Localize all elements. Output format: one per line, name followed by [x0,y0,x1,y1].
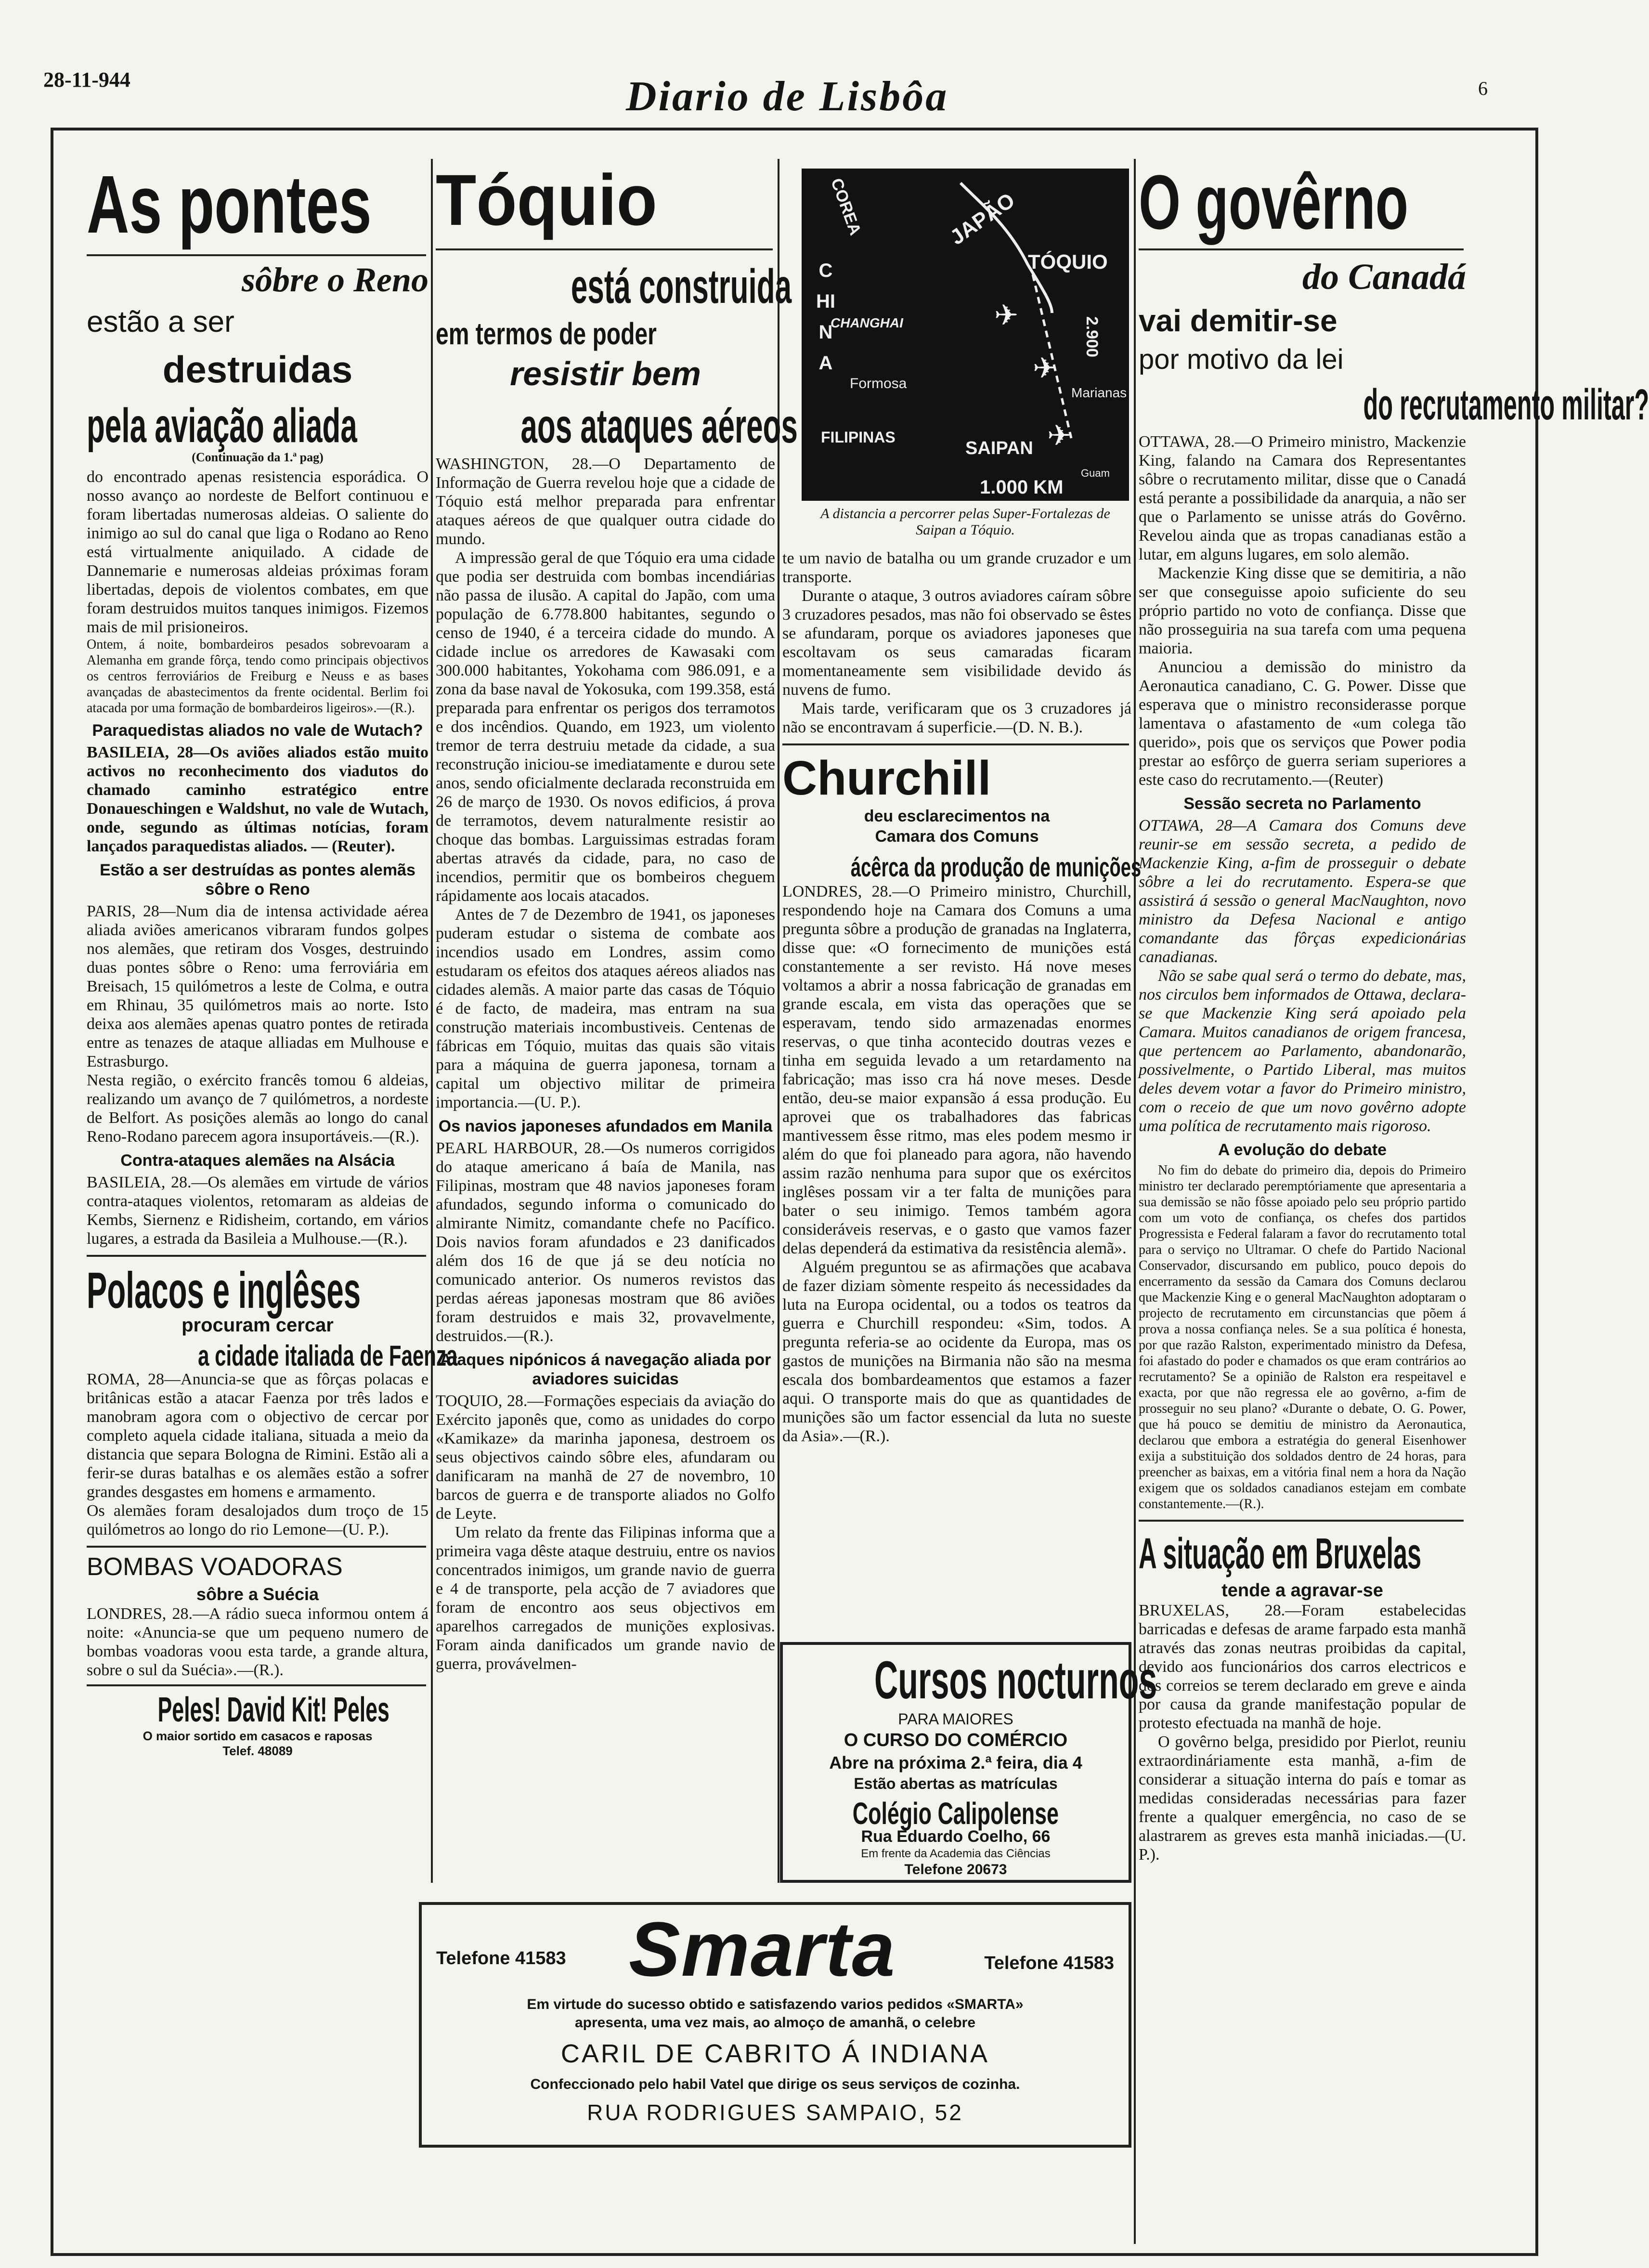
masthead-date: 28-11-944 [43,68,130,91]
article-paragraph: O govêrno belga, presidido por Pierlot, reuniu extraordináriamente esta manhã, a-fim de considerar a situação interna do país e tomar as medidas consideradas necessárias para fazer frente a qualquer emergência, no caso de se alastrarem as greves esta manhã iniciadas.—(U. P.). [1139,1733,1466,1864]
article-paragraph: Alguém preguntou se as afirmações que acabava de fazer diziam sòmente respeito ás necessidades da luta na Europa ocidental, ou a todos os teatros da guerra e Churchill respondeu: «Sim, todos. A pregunta referia-se ao ocidente da Europa, mas os gastos de munições na Birmania não são na mesma escala dos bombardeamentos que estamos a fazer aqui. O transporte mais do que as quantidades de munições são um factor essencial da luta no sueste da Asia».—(R.). [782,1258,1131,1445]
ad-peles-title: Peles! David Kit! Peles [157,1691,390,1729]
rule [87,1684,426,1686]
article-paragraph: BASILEIA, 28.—Os alemães em virtude de vários contra-ataques violentos, retomaram as aldeias de Kembs, Siernenz e Ridisheim, cortando, em vários lugares, a estrada da Basileia a Mulhouse.—(R.). [87,1173,428,1248]
subhead-estao: estão a ser [87,305,234,339]
ad-cursos-address: Rua Eduardo Coelho, 66 [861,1827,1051,1846]
article-paragraph: BASILEIA, 28—Os aviões aliados estão muito activos no reconhecimento dos viadutos do chamado caminho estratégico entre Donaueschingen e Waldshut, no vale de Wutach, onde, segundo as últimas notícias, foram lançados paraquedistas aliados. — (Reuter). [87,743,428,855]
article-paragraph: Nesta região, o exército francês tomou 6 aldeias, realizando um avanço de 7 quilómetros, a nordeste de Belfort. As posições alemãs ao longo do canal Reno-Rodano parecem agora insuportáveis.—(R.). [87,1071,428,1146]
map-label-changhai: CHANGHAI [831,315,903,330]
ad-cursos-line: Estão abertas as matrículas [854,1775,1058,1792]
ad-smarta-brand: Smarta [629,1906,896,1992]
subhead-destruidas: destruidas [162,348,353,391]
ad-smarta-line: Confeccionado pelo habil Vatel que dirige os seus serviços de cozinha. [530,2076,1020,2092]
article-paragraph: TOQUIO, 28.—Formações especiais da aviação do Exército japonês que, como as unidades do corpo «Kamikaze» da marinha japonesa, destroem os seus objectivos caindo sôbre eles, afundaram ou danificaram na manhã de 27 de novembro, 10 barcos de guerra e de transporte aliados no Golfo de Leyte. [436,1392,775,1523]
map-label-corea: COREA [827,176,865,238]
map-route-svg [802,169,1129,501]
map-label-china: CHINA [816,260,835,374]
section-heading: Os navios japoneses afundados em Manila [438,1117,773,1135]
article-paragraph: PEARL HARBOUR, 28.—Os numeros corrigidos do ataque americano á baía de Manila, nas Filipinas, mostram que 48 navios japoneses foram afundados, segundo informa o comunicado do almirante Nimitz, comandante chefe no Pacífico. Dois navios foram afundados e 23 danificados além dos 16 de que já se deu notícia no comunicado anterior. Os numeros revistos das perdas aéreas japonesas mostram que 86 aviões foram destruidos e mais 32, provavelmente, destruidos.—(R.). [436,1139,775,1345]
masthead-title: Diario de Lisbôa [626,73,949,120]
map-label-formosa: Formosa [850,376,907,391]
subhead-faenza: a cidade italiada de Faenza [198,1340,458,1372]
ad-cursos-phone: Telefone 20673 [904,1862,1007,1877]
subhead-aviacao: pela aviação aliada [87,399,357,453]
subhead-resistir: resistir bem [510,355,701,392]
subhead-demitir: vai demitir-se [1139,303,1337,338]
rule [1139,1520,1464,1522]
column-2 [436,159,798,1883]
ad-cursos-line: Abre na próxima 2.ª feira, dia 4 [829,1753,1082,1773]
rule [782,743,1129,745]
map-label-filipinas: FILIPINAS [821,429,896,446]
article-paragraph: Ontem, á noite, bombardeiros pesados sobrevoaram a Alemanha em grande fôrça, tendo como principais objectivos os centros ferroviários de Freiburg e Neuss e as bases avançadas de abastecimentos da frente ocidental. Berlim foi atacada por uma formação de bombardeiros ligeiros».—(R.). [87,637,428,716]
section-heading: A evolução do debate [1218,1141,1387,1159]
map-label-japao: JAPÃO [946,188,1019,250]
section-heading: Estão a ser destruídas as pontes alemãs sôbre o Reno [100,861,415,899]
article-paragraph: Mackenzie King disse que se demitiria, a não ser que conseguisse apoio suficiente do seu próprio partido no voto de confiança. Disse que não prosseguiria na sua tarefa com uma pequena maioria. [1139,564,1466,657]
ad-peles-phone: Telef. 48089 [222,1744,293,1758]
section-heading: Ataques nipónicos á navegação aliada por aviadores suicidas [440,1351,771,1388]
article-paragraph: te um navio de batalha ou um grande cruzador e um transporte. [782,549,1131,586]
map-label-scale: 1.000 KM [980,477,1064,498]
headline-toquio: Tóquio [436,159,657,240]
continuation-note: (Continuação da 1.ª pag) [192,450,324,464]
subhead-suecia: sôbre a Suécia [196,1584,319,1604]
subhead-construida: está construida [571,260,792,313]
article-paragraph: ROMA, 28—Anuncia-se que as fôrças polacas e britânicas estão a atacar Faenza por três lados e manobram agora com o objectivo de cercar por completo aquela cidade italiana, situada a meio da distancia que separa Bologna de Rimini. Estão ali a ferir-se duras batalhas e os alemães estão a sofrer grandes desgastes em homens e armamento. [87,1370,428,1501]
plane-icon: ✈ [994,300,1019,331]
subhead-ataques: aos ataques aéreos [520,399,798,453]
page-number: 6 [1478,78,1488,99]
section-heading: Paraquedistas aliados no vale de Wutach? [92,721,423,740]
map-label-toquio: TÓQUIO [1028,250,1108,273]
headline-polacos: Polacos e inglêses [87,1262,361,1319]
subhead-termos: em termos de poder [436,316,657,351]
ad-cursos-nocturnos [780,1642,1157,1883]
ad-cursos-line: PARA MAIORES [898,1710,1013,1728]
ad-peles-line: O maior sortido em casacos e raposas [143,1729,373,1743]
ad-cursos-title: Cursos nocturnos [874,1651,1157,1710]
column-3 [782,164,1142,1883]
article-paragraph: Antes de 7 de Dezembro de 1941, os japoneses puderam estudar o sistema de combate aos incendios usado em Londres, assim como estudaram os efeitos dos ataques aéreos aliados nas cidades alemãs. A maior parte das casas de Tóquio é de facto, de madeira, mas entram na sua construção materiais incombustiveis. Centenas de fábricas em Tóquio, muitas das quais são vitais para a máquina de guerra japonesa, tornam a capital um objectivo militar de primeira importancia.—(U. P.). [436,906,775,1111]
ad-smarta-dish: CARIL DE CABRITO Á INDIANA [560,2039,990,2068]
subhead-motivo: por motivo da lei [1139,344,1344,375]
section-heading: Contra-ataques alemães na Alsácia [120,1151,395,1170]
map-japan-saipan [802,169,1129,501]
subhead-esclarecimentos: deu esclarecimentos na Camara dos Comuns [864,807,1050,846]
ad-smarta-address: RUA RODRIGUES SAMPAIO, 52 [587,2100,963,2125]
ad-smarta-line: Em virtude do sucesso obtido e satisfazendo varios pedidos «SMARTA» [527,1996,1024,2012]
article-paragraph: No fim do debate do primeiro dia, depois do Primeiro ministro ter declarado peremptóriamente que apresentaria a sua demissão se não fôsse apoiado pelo seu próprio partido com um voto de confiança, os chefes dos partidos Progressista e Federal falaram a favor do recrutamento total para o serviço no Ultramar. O chefe do Partido Nacional Conservador, discursando em publico, pouco depois do encerramento da sessão da Camara dos Comuns declarou que Mackenzie King e o general MacNaughton adoptaram o projecto de recrutamento em circunstancias que põem á prova a nossa confiança neles. Se a sua política é honesta, por que razão Ralston, experimentado ministro da Defesa, foi afastado do poder e chamados os que eram contrários ao recrutamento? Se a opinião de Ralston era respeitavel e exacta, por que não regressa ele ao govêrno, a-fim de prosseguir no seu plano? «Durante o debate, O. G. Power, que há pouco se demitiu de ministro da Aeronautica, declarou que embora a estratégia do general Eisenhower exija a substituição dos soldados dentro de 24 horas, para preencher as baixas, em a vitória final nem a hora da Nação exigem que os soldados canadianos estejam em combate constantemente.—(R.). [1139,1163,1466,1512]
article-paragraph: BRUXELAS, 28.—Foram estabelecidas barricadas e defesas de arame farpado esta manhã através das zonas neutras proibidas da capital, devido aos funcionários dos carros electricos e dos correios se terem declarado em greve e ainda por causa da grande manifestação popular de protesto efectuada na manhã de hoje. [1139,1602,1466,1732]
article-paragraph: Mais tarde, verificaram que os 3 cruzadores já não se encontravam á superficie.—(D. N. B.). [782,700,1131,736]
map-label-guam: Guam [1081,467,1110,479]
rule [87,1546,426,1548]
article-paragraph: Anunciou a demissão do ministro da Aeronautica canadiano, C. G. Power. Disse que esperava que o ministro reconsiderasse porque lamentava o afastamento de «um colega tão querido», pois que os serviços que Power podia prestar ao esfôrço de guerra seriam superiores a este caso do recrutamento.—(Reuter) [1139,658,1466,789]
headline-bombas: BOMBAS VOADORAS [87,1553,343,1581]
subhead-procuram: procuram cercar [182,1315,334,1336]
ad-smarta [419,1902,1131,2148]
subhead-canada: do Canadá [1302,257,1466,297]
column-rule-1 [431,159,433,1883]
rule [1139,248,1464,250]
ad-smarta-phone-right: Telefone 41583 [984,1953,1114,1973]
article-paragraph: Os alemães foram desalojados dum troço de 15 quilómetros ao longo do rio Lemone—(U. P.). [87,1502,428,1538]
map-label-distance: 2.900 [1083,316,1102,358]
article-paragraph: LONDRES, 28.—O Primeiro ministro, Churchill, respondendo hoje na Camara dos Comuns a uma pregunta sôbre a produção de granadas na Inglaterra, disse que: «O fornecimento de munições está constantemente a ser revisto. Há nove meses voltamos a abrir a nossa fabricação de granadas em grande escala, em vista das operações que se esperavam, tendo sido armazenadas enormes reservas, o que tinha acontecido doutras vezes e tinha em seguida levado a um retardamento na fabricação; mas isso cra há nove meses. Desde então, deu-se maior expansão á essa produção. Eu aprovei que os trabalhadores das fabricas mantivessem êsse ritmo, mas eles podem mesmo ir além do que foi planeado para agora, não havendo assim razão nenhuma para supor que os exércitos inglêses possam vir a ter falta de munições para bater o seu inimigo. Temos também agora consideráveis reservas, e o gasto que vamos fazer delas dependerá da estimativa da resistência alemã». [782,883,1131,1257]
article-paragraph: Não se sabe qual será o termo do debate, mas, nos circulos bem informados de Ottawa, declara-se que Mackenzie King será apoiado pela Camara. Muitos canadianos de origem francesa, que pertencem ao Parlamento, abandonarão, possivelmente, o Partido Liberal, mas muitos deles devem votar a favor do Primeiro ministro, com o receio de que um novo govêrno adopte uma política de recrutamento mais rigoroso. [1139,967,1466,1135]
headline-pontes: As pontes [87,159,372,250]
article-paragraph: OTTAWA, 28—A Camara dos Comuns deve reunir-se em sessão secreta, a pedido de Mackenzie King, a-fim de prosseguir o debate sôbre a lei do recrutamento. Espera-se que assistirá á sessão o general MacNaughton, novo ministro da Defesa Nacional e antigo comandante das fôrças expedicionárias canadianas. [1139,817,1466,966]
article-paragraph: Durante o ataque, 3 outros aviadores caíram sôbre 3 cruzadores pesados, mas não foi observado se êstes se afundaram, porque os aviadores japoneses que escoltavam os seus camaradas ficaram momentaneamente sem visibilidade devido ás nuvens de fumo. [782,587,1131,699]
headline-bruxelas: A situação em Bruxelas [1139,1530,1422,1578]
column-4 [1139,159,1649,2244]
rule [436,248,773,250]
article-paragraph: do encontrado apenas resistencia esporádica. O nosso avanço ao nordeste de Belfort continuou e foram libertadas numerosas aldeias. O saliente do inimigo ao sul do canal que liga o Rodano ao Reno está virtualmente aniquilado. A cidade de Dannemarie e numerosas aldeias próximas foram libertadas, depois de violentos combates, em que foram destruidos muitos tanques inimigos. Fizemos mais de mil prisioneiros. [87,468,428,636]
section-heading: Sessão secreta no Parlamento [1183,795,1421,813]
subhead-recrutamento: do recrutamento militar? [1363,381,1649,429]
ad-cursos-line: O CURSO DO COMÉRCIO [844,1730,1068,1750]
rule [87,254,426,256]
map-label-marianas: Marianas [1071,385,1127,400]
map-label-saipan: SAIPAN [965,438,1033,458]
headline-governo: O govêrno [1139,159,1409,245]
article-paragraph: WASHINGTON, 28.—O Departamento de Informação de Guerra revelou hoje que a cidade de Tóquio está melhor preparada para enfrentar ataques aéreos de que qualquer outra cidade do mundo. [436,455,775,548]
article-paragraph: OTTAWA, 28.—O Primeiro ministro, Mackenzie King, falando na Camara dos Representantes sôbre o recrutamento militar, disse que o Canadá está perante a possibilidade da anarquia, a não ser que o Parlamento se unisse atrás do Govêrno. Revelou ainda que as tropas canadianas estão a lutar, em alguns lugares, em solo alemão. [1139,433,1466,563]
ad-smarta-phone-left: Telefone 41583 [436,1948,566,1968]
headline-churchill: Churchill [782,751,991,805]
column-rule-3 [1134,159,1136,2244]
article-paragraph: Um relato da frente das Filipinas informa que a primeira vaga dêste ataque destruiu, entre os navios concentrados inimigos, um grande navio de guerra e 4 de transporte, pela acção de 7 aviadores que foram de encontro aos seus objectivos em aparelhos carregados de munições explosivas. Foram ainda danificados um grande navio de guerra, provávelmen- [436,1524,775,1673]
article-paragraph: A impressão geral de que Tóquio era uma cidade que podia ser destruida com bombas incendiárias não passa de ilusão. A capital do Japão, com uma população de 6.778.800 habitantes, segundo o censo de 1940, é a terceira cidade do mundo. A cidade inclue os arredores de Kawasaki com 300.000 habitantes, Yokohama com 986.091, e a zona da base naval de Yokosuka, com 199.358, está preparada para enfrentar os perigos dos terramotos e dos incêndios. Quando, em 1923, um violento tremor de terra destruiu metade da cidade, a sua reconstrução iniciou-se imediatamente e durou sete anos, sendo oficialmente declarada reconstruida em 26 de março de 1930. Os novos edificios, á prova de terramotos, devem naturalmente resistir ao choque das bombas. Larguissimas estradas foram abertas através da cidade, para, no caso de incendios, permitir que os bombeiros cheguem rápidamente aos locais atacados. [436,549,775,905]
rule [87,1255,426,1257]
article-paragraph: LONDRES, 28.—A rádio sueca informou ontem á noite: «Anuncia-se que um pequeno numero de bombas voadoras voou esta tarde, a grande altura, sobre o sul da Suécia».—(R.). [87,1605,428,1679]
ad-smarta-line: apresenta, uma vez mais, ao almoço de amanhã, o celebre [574,2015,976,2031]
ad-cursos-school: Colégio Calipolense [852,1796,1059,1831]
map-caption: A distancia a percorrer pelas Super-Fortalezas de Saipan a Tóquio. [820,506,1110,538]
ad-cursos-note: Em frente da Academia das Ciências [861,1847,1051,1860]
japan-coastline [961,183,1052,313]
plane-icon: ✈ [1033,352,1057,384]
plane-icon: ✈ [1047,420,1072,452]
subhead-agravar: tende a agravar-se [1221,1580,1383,1601]
subhead-sobre-reno: sôbre o Reno [241,261,428,299]
column-1 [87,159,458,2244]
article-paragraph: PARIS, 28—Num dia de intensa actividade aérea aliada aviões americanos vibraram fundos golpes nos alemães, que retiram dos Vosges, destruindo duas pontes sôbre o Reno: uma ferroviária em Breisach, 15 quilómetros a leste de Colma, e outra em Rhinau, 35 quilómetros mais ao norte. Isto deixa aos alemães apenas quatro pontes de retirada entre as tenazes de ataque alliadas em Mulhouse e Estrasburgo. [87,902,428,1070]
subhead-municoes: ácêrca da produção de munições [850,852,1142,882]
